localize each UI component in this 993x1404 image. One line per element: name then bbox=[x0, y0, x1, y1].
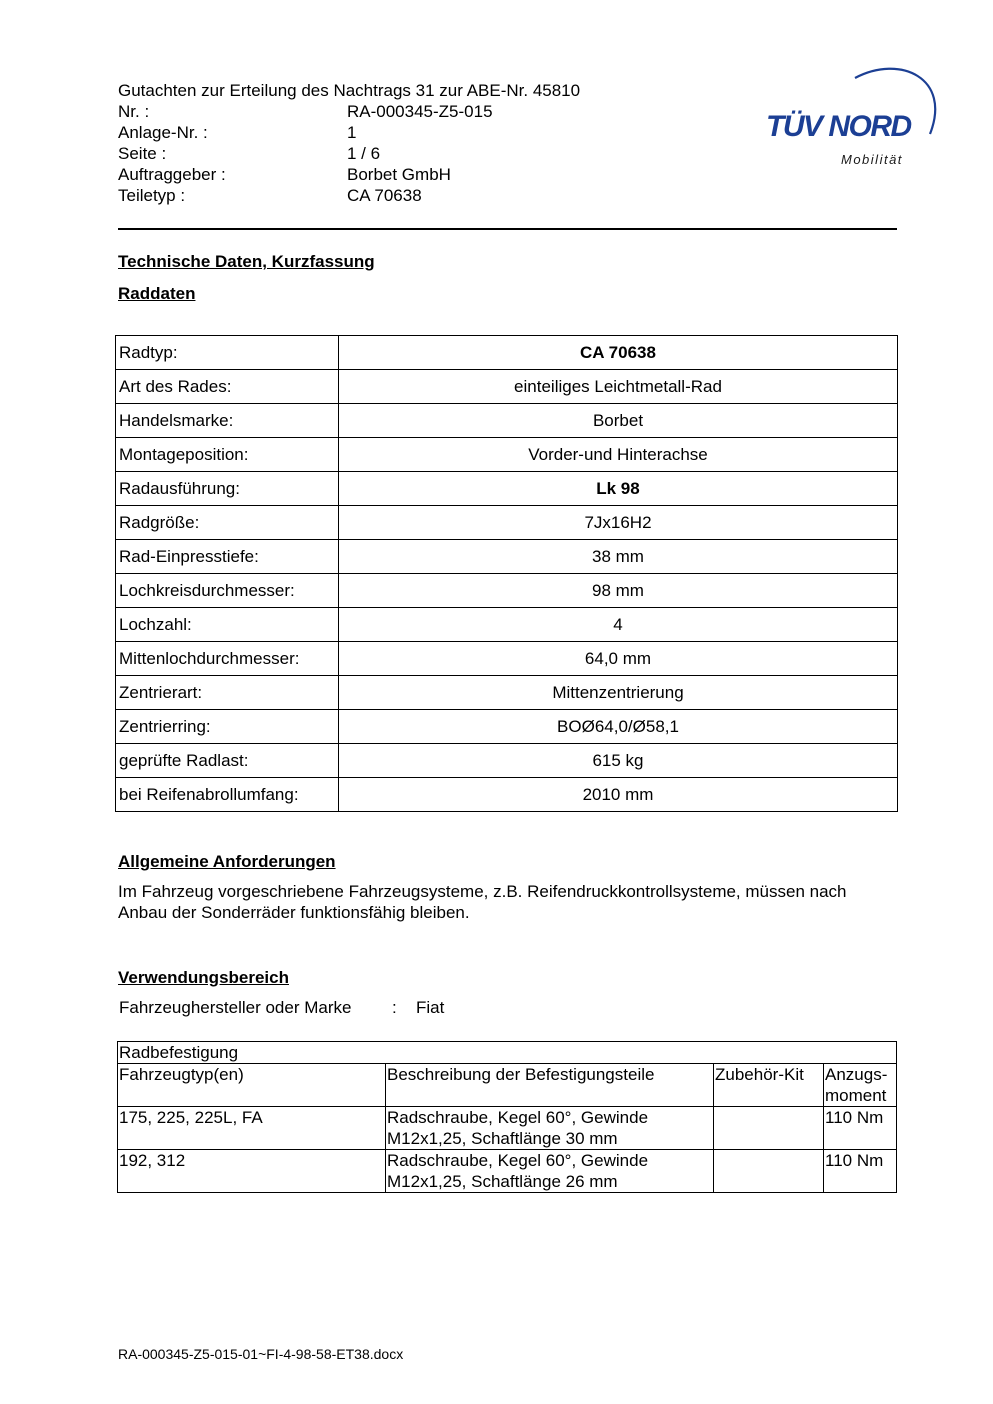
raddaten-value: 7Jx16H2 bbox=[339, 506, 898, 540]
column-header: Anzugs-moment bbox=[824, 1064, 897, 1107]
raddaten-label: Art des Rades: bbox=[116, 370, 339, 404]
tuev-nord-logo bbox=[760, 56, 940, 174]
raddaten-label: Rad-Einpresstiefe: bbox=[116, 540, 339, 574]
allgemein-text: Im Fahrzeug vorgeschriebene Fahrzeugsysteme, z.B. Reifendruckkontrollsysteme, müssen nach Anbau der Sonderräder funktionsfähig bleiben. bbox=[118, 882, 847, 922]
table-row bbox=[118, 1150, 897, 1193]
header-field bbox=[118, 185, 580, 206]
raddaten-label: Radtyp: bbox=[116, 336, 339, 370]
column-header: Fahrzeugtyp(en) bbox=[118, 1064, 386, 1107]
raddaten-value: 615 kg bbox=[339, 744, 898, 778]
logo-sub-text: Mobilität bbox=[841, 152, 903, 167]
radbefestigung-title: Radbefestigung bbox=[118, 1042, 897, 1064]
header-field bbox=[118, 101, 580, 122]
raddaten-table bbox=[115, 335, 898, 812]
raddaten-row bbox=[116, 608, 898, 642]
header-key: Nr. : bbox=[118, 102, 150, 121]
table-cell: Radschraube, Kegel 60°, Gewinde M12x1,25, Schaftlänge 26 mm bbox=[386, 1150, 714, 1193]
radbefestigung-header-row bbox=[118, 1064, 897, 1107]
column-header: Zubehör-Kit bbox=[714, 1064, 824, 1107]
raddaten-row bbox=[116, 540, 898, 574]
raddaten-value: 38 mm bbox=[339, 540, 898, 574]
raddaten-label: Radausführung: bbox=[116, 472, 339, 506]
header-field bbox=[118, 143, 580, 164]
raddaten-row bbox=[116, 472, 898, 506]
raddaten-value: 2010 mm bbox=[339, 778, 898, 812]
usage-separator: : bbox=[392, 998, 397, 1017]
usage-label: Fahrzeughersteller oder Marke bbox=[119, 998, 352, 1017]
section-heading-raddaten: Raddaten bbox=[118, 284, 196, 303]
raddaten-row bbox=[116, 710, 898, 744]
header-key: Seite : bbox=[118, 144, 167, 163]
raddaten-label: Mittenlochdurchmesser: bbox=[116, 642, 339, 676]
raddaten-value: Mittenzentrierung bbox=[339, 676, 898, 710]
table-cell bbox=[714, 1107, 824, 1150]
raddaten-row bbox=[116, 404, 898, 438]
usage-value: Fiat bbox=[416, 998, 445, 1017]
raddaten-value: CA 70638 bbox=[339, 336, 898, 370]
raddaten-value: 64,0 mm bbox=[339, 642, 898, 676]
section-heading-tech: Technische Daten, Kurzfassung bbox=[118, 252, 375, 271]
table-cell: 192, 312 bbox=[118, 1150, 386, 1193]
raddaten-label: Zentrierart: bbox=[116, 676, 339, 710]
logo-brand-text: TÜV NORD bbox=[766, 110, 911, 143]
header-key: Teiletyp : bbox=[118, 186, 186, 205]
header-value: 1 / 6 bbox=[347, 144, 381, 163]
radbefestigung-table bbox=[117, 1041, 897, 1193]
header-value: CA 70638 bbox=[347, 186, 422, 205]
header-value: RA-000345-Z5-015 bbox=[347, 102, 493, 121]
header-value: Borbet GmbH bbox=[347, 165, 451, 184]
raddaten-label: geprüfte Radlast: bbox=[116, 744, 339, 778]
raddaten-value: Borbet bbox=[339, 404, 898, 438]
raddaten-value: Vorder-und Hinterachse bbox=[339, 438, 898, 472]
raddaten-row bbox=[116, 438, 898, 472]
raddaten-row bbox=[116, 574, 898, 608]
header-field bbox=[118, 122, 580, 143]
table-cell bbox=[714, 1150, 824, 1193]
raddaten-label: Handelsmarke: bbox=[116, 404, 339, 438]
column-header: Beschreibung der Befestigungsteile bbox=[386, 1064, 714, 1107]
raddaten-row bbox=[116, 506, 898, 540]
raddaten-label: Zentrierring: bbox=[116, 710, 339, 744]
raddaten-row bbox=[116, 676, 898, 710]
document-header bbox=[118, 80, 580, 206]
section-heading-verwendung: Verwendungsbereich bbox=[118, 968, 289, 987]
raddaten-value: 98 mm bbox=[339, 574, 898, 608]
raddaten-value: 4 bbox=[339, 608, 898, 642]
raddaten-value: einteiliges Leichtmetall-Rad bbox=[339, 370, 898, 404]
raddaten-label: Radgröße: bbox=[116, 506, 339, 540]
raddaten-row bbox=[116, 778, 898, 812]
table-cell: 110 Nm bbox=[824, 1107, 897, 1150]
document-title: Gutachten zur Erteilung des Nachtrags 31 zur ABE-Nr. 45810 bbox=[118, 81, 581, 100]
raddaten-label: Lochkreisdurchmesser: bbox=[116, 574, 339, 608]
raddaten-row bbox=[116, 336, 898, 370]
table-cell: 110 Nm bbox=[824, 1150, 897, 1193]
usage-line bbox=[119, 998, 444, 1018]
raddaten-label: bei Reifenabrollumfang: bbox=[116, 778, 339, 812]
raddaten-value: Lk 98 bbox=[339, 472, 898, 506]
table-row bbox=[118, 1107, 897, 1150]
table-cell: Radschraube, Kegel 60°, Gewinde M12x1,25, Schaftlänge 30 mm bbox=[386, 1107, 714, 1150]
raddaten-label: Montageposition: bbox=[116, 438, 339, 472]
table-cell: 175, 225, 225L, FA bbox=[118, 1107, 386, 1150]
raddaten-label: Lochzahl: bbox=[116, 608, 339, 642]
raddaten-value: BOØ64,0/Ø58,1 bbox=[339, 710, 898, 744]
header-field bbox=[118, 164, 580, 185]
header-divider bbox=[118, 228, 897, 230]
raddaten-row bbox=[116, 642, 898, 676]
raddaten-row bbox=[116, 370, 898, 404]
footer-filename: RA-000345-Z5-015-01~FI-4-98-58-ET38.docx bbox=[118, 1346, 404, 1362]
header-key: Auftraggeber : bbox=[118, 165, 226, 184]
header-key: Anlage-Nr. : bbox=[118, 123, 208, 142]
section-heading-allgemein: Allgemeine Anforderungen bbox=[118, 852, 336, 871]
raddaten-row bbox=[116, 744, 898, 778]
header-value: 1 bbox=[347, 123, 357, 142]
